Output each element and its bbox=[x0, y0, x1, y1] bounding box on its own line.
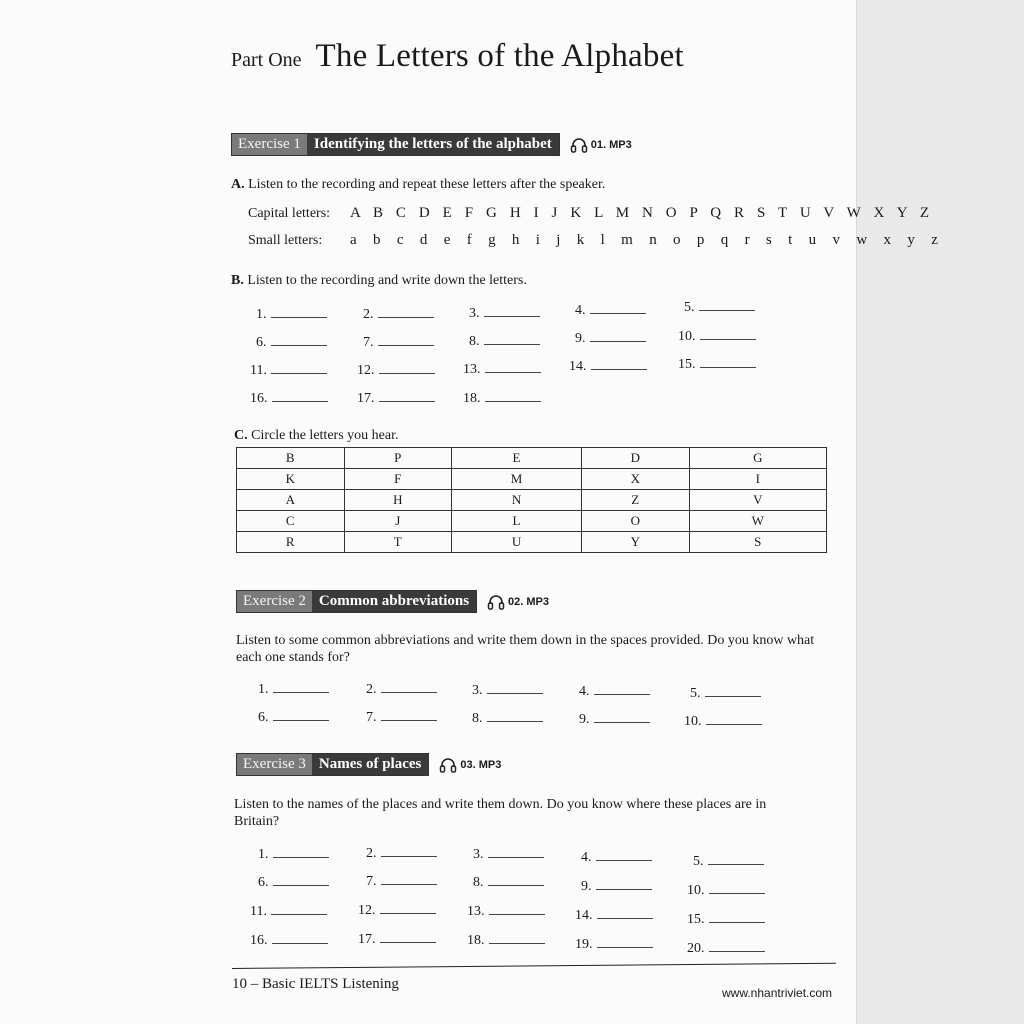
ex3-blank-number: 8. bbox=[473, 875, 484, 890]
table-cell[interactable]: V bbox=[689, 490, 826, 511]
b-blank-9[interactable] bbox=[575, 329, 646, 347]
b-blank-number: 3. bbox=[469, 306, 480, 321]
answer-line[interactable] bbox=[273, 708, 329, 721]
answer-line[interactable] bbox=[709, 881, 765, 894]
ex3-blank-2[interactable] bbox=[366, 844, 437, 862]
answer-line[interactable] bbox=[590, 301, 646, 314]
answer-line[interactable] bbox=[594, 710, 650, 723]
ex3-blank-7[interactable] bbox=[366, 872, 437, 890]
headphones-icon bbox=[570, 137, 588, 153]
small-letters-label: Small letters: bbox=[248, 233, 323, 248]
b-blank-number: 10. bbox=[678, 329, 696, 344]
ex3-blank-number: 18. bbox=[467, 933, 485, 948]
ex2-blank-6[interactable] bbox=[258, 708, 329, 726]
capital-letters-list: A B C D E F G H I J K L M N O P Q R S T U V W X Y Z bbox=[350, 205, 934, 221]
b-blank-number: 1. bbox=[256, 307, 267, 322]
page-footer-title: 10 – Basic IELTS Listening bbox=[232, 976, 399, 992]
answer-line[interactable] bbox=[381, 872, 437, 885]
table-cell[interactable]: K bbox=[237, 469, 345, 490]
table-cell[interactable]: I bbox=[689, 469, 826, 490]
answer-line[interactable] bbox=[271, 333, 327, 346]
answer-line[interactable] bbox=[378, 305, 434, 318]
section-a-label: A. bbox=[231, 177, 245, 192]
b-blank-1[interactable] bbox=[256, 305, 327, 323]
table-cell[interactable]: E bbox=[452, 448, 582, 469]
answer-line[interactable] bbox=[706, 712, 762, 725]
answer-line[interactable] bbox=[484, 304, 540, 317]
b-blank-number: 17. bbox=[357, 391, 375, 406]
table-cell[interactable]: S bbox=[689, 532, 826, 553]
exercise-3-audio bbox=[439, 757, 501, 773]
answer-line[interactable] bbox=[380, 930, 436, 943]
exercise-2-audio-label: 02. MP3 bbox=[508, 595, 550, 608]
ex3-blank-16[interactable] bbox=[250, 931, 328, 949]
ex2-blank-number: 9. bbox=[579, 712, 590, 727]
answer-line[interactable] bbox=[273, 873, 329, 886]
b-blank-13[interactable] bbox=[463, 360, 541, 378]
ex3-blank-number: 4. bbox=[581, 850, 592, 865]
section-a-text: Listen to the recording and repeat these letters after the speaker. bbox=[248, 177, 606, 192]
ex3-blank-number: 3. bbox=[473, 847, 484, 862]
answer-line[interactable] bbox=[271, 902, 327, 915]
answer-line[interactable] bbox=[709, 939, 765, 952]
ex3-blank-number: 12. bbox=[358, 903, 376, 918]
b-blank-16[interactable] bbox=[250, 389, 328, 407]
exercise-2-label-box bbox=[236, 590, 477, 613]
exercise-1-audio-label: 01. MP3 bbox=[590, 138, 632, 151]
answer-line[interactable] bbox=[488, 873, 544, 886]
answer-line[interactable] bbox=[489, 931, 545, 944]
table-cell[interactable]: U bbox=[452, 532, 582, 553]
table-cell[interactable]: G bbox=[689, 448, 826, 469]
ex3-blank-9[interactable] bbox=[581, 877, 652, 895]
b-blank-number: 11. bbox=[250, 363, 267, 378]
table-row bbox=[237, 532, 827, 553]
answer-line[interactable] bbox=[485, 360, 541, 373]
table-cell[interactable]: W bbox=[689, 511, 826, 532]
small-letters-list: a b c d e f g h i j k l m n o p q r s t u v w x y z bbox=[350, 232, 945, 248]
ex3-blank-number: 20. bbox=[687, 941, 705, 956]
b-blank-14[interactable] bbox=[569, 357, 647, 375]
exercise-1-header bbox=[231, 133, 632, 156]
capital-letters-label: Capital letters: bbox=[248, 206, 331, 221]
section-c-text: Circle the letters you hear. bbox=[251, 428, 399, 443]
b-blank-5[interactable] bbox=[684, 298, 755, 316]
capital-letters-row bbox=[248, 205, 934, 222]
page-title bbox=[231, 38, 684, 75]
part-label: Part One bbox=[231, 49, 302, 71]
table-cell[interactable]: M bbox=[452, 469, 582, 490]
answer-line[interactable] bbox=[272, 389, 328, 402]
ex3-blank-number: 19. bbox=[575, 937, 593, 952]
exercise-3-title: Names of places bbox=[312, 754, 428, 775]
answer-line[interactable] bbox=[596, 848, 652, 861]
ex2-blank-2[interactable] bbox=[366, 680, 437, 698]
ex3-blank-19[interactable] bbox=[575, 935, 653, 953]
ex3-blank-number: 17. bbox=[358, 932, 376, 947]
table-cell[interactable]: H bbox=[344, 490, 452, 511]
headphones-icon bbox=[487, 594, 505, 610]
exercise-2-header bbox=[236, 590, 549, 613]
ex3-blank-20[interactable] bbox=[687, 939, 765, 957]
table-cell[interactable]: F bbox=[344, 469, 452, 490]
b-blank-4[interactable] bbox=[575, 301, 646, 319]
table-cell[interactable]: J bbox=[344, 511, 452, 532]
table-cell[interactable]: O bbox=[582, 511, 690, 532]
table-cell[interactable]: T bbox=[344, 532, 452, 553]
ex3-blank-15[interactable] bbox=[687, 910, 765, 928]
ex2-blank-9[interactable] bbox=[579, 710, 650, 728]
exercise-3-number: Exercise 3 bbox=[237, 754, 312, 775]
exercise-1-title: Identifying the letters of the alphabet bbox=[307, 134, 559, 155]
answer-line[interactable] bbox=[487, 681, 543, 694]
exercise-1-audio bbox=[570, 137, 632, 153]
b-blank-11[interactable] bbox=[250, 361, 327, 379]
answer-line[interactable] bbox=[381, 680, 437, 693]
section-c-instruction bbox=[234, 428, 398, 444]
section-b-instruction bbox=[231, 273, 527, 289]
table-row bbox=[237, 469, 827, 490]
table-cell[interactable]: Z bbox=[582, 490, 690, 511]
answer-line[interactable] bbox=[485, 389, 541, 402]
ex3-blank-number: 7. bbox=[366, 874, 377, 889]
ex3-blank-14[interactable] bbox=[575, 906, 653, 924]
footer-divider bbox=[232, 963, 836, 969]
exercise-3-instruction: Listen to the names of the places and write them down. Do you know where these places are in Britain? bbox=[234, 797, 767, 829]
answer-line[interactable] bbox=[591, 357, 647, 370]
answer-line[interactable] bbox=[489, 902, 545, 915]
table-cell[interactable]: D bbox=[582, 448, 690, 469]
b-blank-number: 18. bbox=[463, 391, 481, 406]
ex3-blank-number: 13. bbox=[467, 904, 485, 919]
answer-line[interactable] bbox=[700, 327, 756, 340]
b-blank-6[interactable] bbox=[256, 333, 327, 351]
answer-line[interactable] bbox=[709, 910, 765, 923]
table-cell[interactable]: N bbox=[452, 490, 582, 511]
answer-line[interactable] bbox=[700, 355, 756, 368]
answer-line[interactable] bbox=[484, 332, 540, 345]
table-cell[interactable]: R bbox=[237, 532, 345, 553]
table-cell[interactable]: B bbox=[237, 448, 345, 469]
letters-table bbox=[236, 447, 827, 553]
table-cell[interactable]: C bbox=[237, 511, 345, 532]
ex3-blank-6[interactable] bbox=[258, 873, 329, 891]
b-blank-number: 7. bbox=[363, 335, 374, 350]
answer-line[interactable] bbox=[487, 709, 543, 722]
chapter-title: The Letters of the Alphabet bbox=[315, 38, 684, 74]
table-cell[interactable]: X bbox=[582, 469, 690, 490]
b-blank-number: 2. bbox=[363, 307, 374, 322]
ex2-blank-number: 3. bbox=[472, 683, 483, 698]
section-c-label: C. bbox=[234, 428, 248, 443]
answer-line[interactable] bbox=[594, 682, 650, 695]
ex2-blank-number: 8. bbox=[472, 711, 483, 726]
answer-line[interactable] bbox=[271, 361, 327, 374]
exercise-1-number: Exercise 1 bbox=[232, 134, 307, 155]
ex3-blank-10[interactable] bbox=[687, 881, 765, 899]
b-blank-number: 16. bbox=[250, 391, 268, 406]
b-blank-7[interactable] bbox=[363, 333, 434, 351]
ex3-blank-number: 1. bbox=[258, 847, 269, 862]
b-blank-8[interactable] bbox=[469, 332, 540, 350]
exercise-3-audio-label: 03. MP3 bbox=[460, 758, 502, 771]
table-row bbox=[237, 448, 827, 469]
ex2-blank-number: 10. bbox=[684, 714, 702, 729]
ex3-blank-number: 5. bbox=[693, 854, 704, 869]
answer-line[interactable] bbox=[272, 931, 328, 944]
ex3-blank-4[interactable] bbox=[581, 848, 652, 866]
ex2-blank-3[interactable] bbox=[472, 681, 543, 699]
answer-line[interactable] bbox=[381, 708, 437, 721]
b-blank-number: 14. bbox=[569, 359, 587, 374]
answer-line[interactable] bbox=[488, 845, 544, 858]
section-b-label: B. bbox=[231, 273, 244, 288]
section-b-text: Listen to the recording and write down the letters. bbox=[247, 273, 527, 288]
exercise-2-title: Common abbreviations bbox=[312, 591, 476, 612]
b-blank-number: 8. bbox=[469, 334, 480, 349]
b-blank-number: 4. bbox=[575, 303, 586, 318]
answer-line[interactable] bbox=[597, 935, 653, 948]
ex3-blank-number: 14. bbox=[575, 908, 593, 923]
table-row bbox=[237, 490, 827, 511]
exercise-3-header bbox=[236, 753, 501, 776]
ex3-blank-8[interactable] bbox=[473, 873, 544, 891]
b-blank-18[interactable] bbox=[463, 389, 541, 407]
ex2-blank-10[interactable] bbox=[684, 712, 762, 730]
ex3-blank-5[interactable] bbox=[693, 852, 764, 870]
exercise-3-label-box bbox=[236, 753, 429, 776]
ex2-blank-number: 4. bbox=[579, 684, 590, 699]
ex3-blank-number: 2. bbox=[366, 846, 377, 861]
answer-line[interactable] bbox=[705, 684, 761, 697]
ex2-blank-number: 7. bbox=[366, 710, 377, 725]
ex3-blank-17[interactable] bbox=[358, 930, 436, 948]
ex2-blank-7[interactable] bbox=[366, 708, 437, 726]
ex3-blank-number: 6. bbox=[258, 875, 269, 890]
ex3-blank-number: 11. bbox=[250, 904, 267, 919]
answer-line[interactable] bbox=[379, 361, 435, 374]
ex3-blank-3[interactable] bbox=[473, 845, 544, 863]
b-blank-2[interactable] bbox=[363, 305, 434, 323]
ex3-blank-12[interactable] bbox=[358, 901, 436, 919]
answer-line[interactable] bbox=[708, 852, 764, 865]
exercise-2-number: Exercise 2 bbox=[237, 591, 312, 612]
ex2-blank-5[interactable] bbox=[690, 684, 761, 702]
ex2-blank-8[interactable] bbox=[472, 709, 543, 727]
small-letters-row bbox=[248, 232, 944, 249]
answer-line[interactable] bbox=[378, 333, 434, 346]
answer-line[interactable] bbox=[381, 844, 437, 857]
ex2-blank-number: 1. bbox=[258, 682, 269, 697]
table-row bbox=[237, 511, 827, 532]
ex2-blank-1[interactable] bbox=[258, 680, 329, 698]
ex2-blank-number: 2. bbox=[366, 682, 377, 697]
ex3-blank-13[interactable] bbox=[467, 902, 545, 920]
answer-line[interactable] bbox=[699, 298, 755, 311]
ex3-blank-number: 15. bbox=[687, 912, 705, 927]
b-blank-number: 5. bbox=[684, 300, 695, 315]
publisher-url[interactable]: www.nhantriviet.com bbox=[722, 986, 833, 1000]
ex3-blank-1[interactable] bbox=[258, 845, 329, 863]
b-blank-17[interactable] bbox=[357, 389, 435, 407]
b-blank-12[interactable] bbox=[357, 361, 435, 379]
b-blank-number: 9. bbox=[575, 331, 586, 346]
table-cell[interactable]: L bbox=[452, 511, 582, 532]
table-cell[interactable]: P bbox=[344, 448, 452, 469]
answer-line[interactable] bbox=[596, 877, 652, 890]
answer-line[interactable] bbox=[273, 845, 329, 858]
ex3-blank-11[interactable] bbox=[250, 902, 327, 920]
answer-line[interactable] bbox=[271, 305, 327, 318]
answer-line[interactable] bbox=[380, 901, 436, 914]
b-blank-number: 12. bbox=[357, 363, 375, 378]
ex3-blank-number: 10. bbox=[687, 883, 705, 898]
answer-line[interactable] bbox=[590, 329, 646, 342]
exercise-2-instruction: Listen to some common abbreviations and write them down in the spaces provided. Do you know what each one stands for? bbox=[236, 633, 815, 665]
ex2-blank-number: 6. bbox=[258, 710, 269, 725]
answer-line[interactable] bbox=[379, 389, 435, 402]
b-blank-number: 13. bbox=[463, 362, 481, 377]
answer-line[interactable] bbox=[597, 906, 653, 919]
ex3-blank-number: 9. bbox=[581, 879, 592, 894]
section-a-instruction bbox=[231, 177, 605, 193]
ex3-blank-18[interactable] bbox=[467, 931, 545, 949]
answer-line[interactable] bbox=[273, 680, 329, 693]
table-cell[interactable]: Y bbox=[582, 532, 690, 553]
b-blank-3[interactable] bbox=[469, 304, 540, 322]
headphones-icon bbox=[439, 757, 457, 773]
exercise-2-audio bbox=[487, 594, 549, 610]
table-cell[interactable]: A bbox=[237, 490, 345, 511]
b-blank-number: 6. bbox=[256, 335, 267, 350]
ex2-blank-4[interactable] bbox=[579, 682, 650, 700]
b-blank-10[interactable] bbox=[678, 327, 756, 345]
ex3-blank-number: 16. bbox=[250, 933, 268, 948]
b-blank-number: 15. bbox=[678, 357, 696, 372]
ex2-blank-number: 5. bbox=[690, 686, 701, 701]
exercise-1-label-box bbox=[231, 133, 560, 156]
b-blank-15[interactable] bbox=[678, 355, 756, 373]
